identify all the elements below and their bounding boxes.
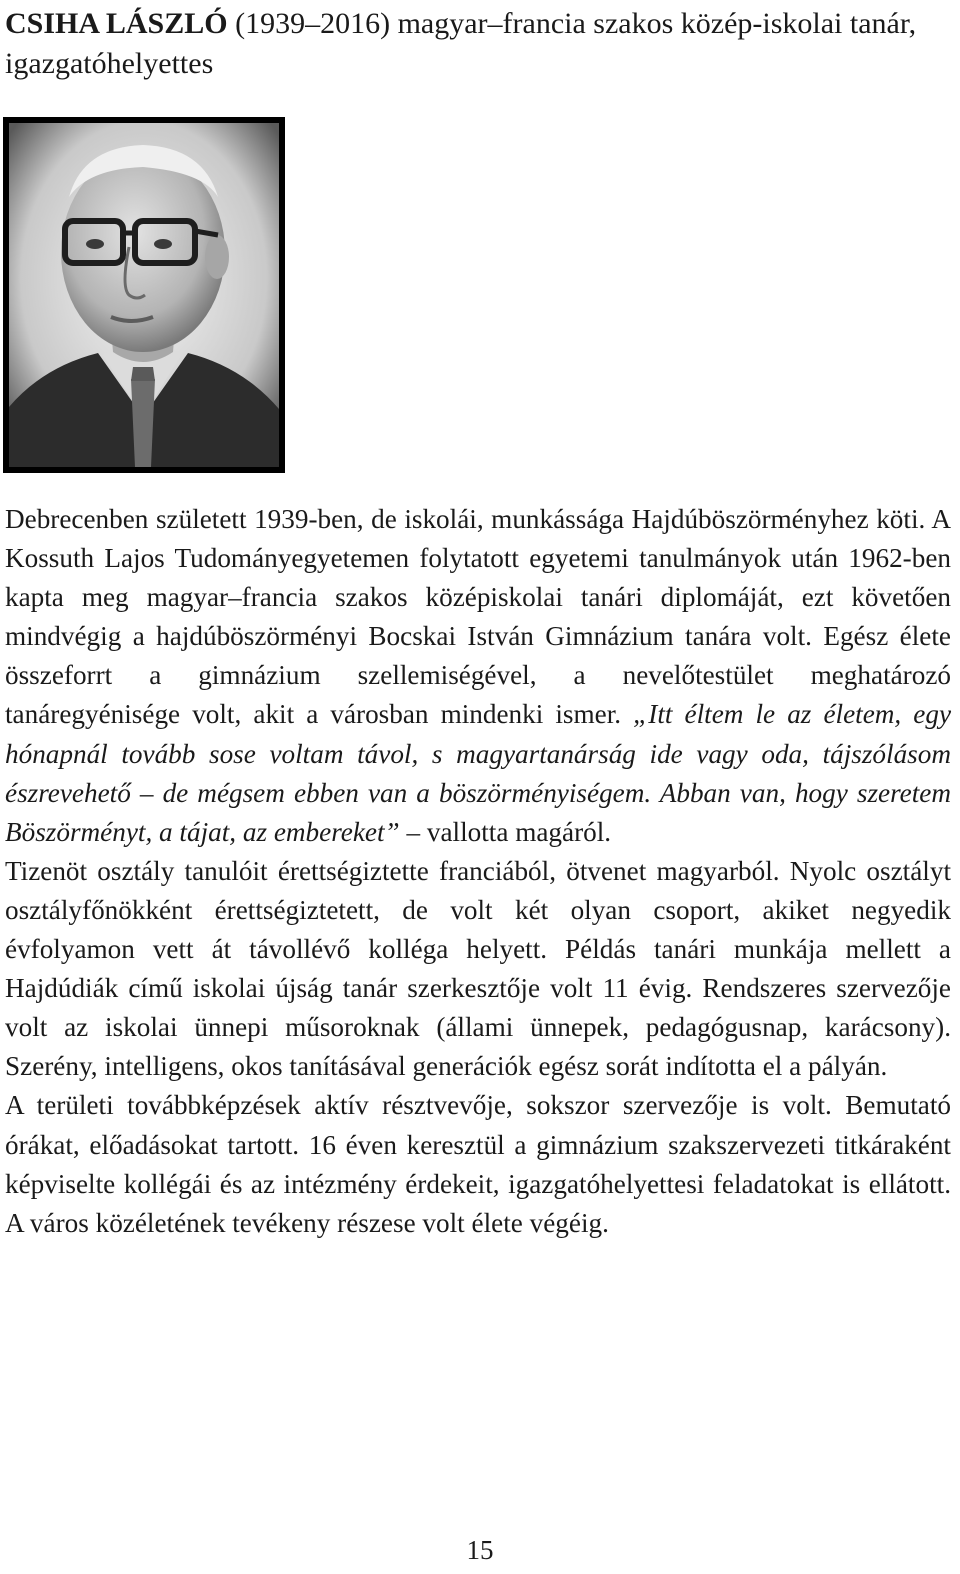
- biography-text: [5, 500, 951, 1243]
- quotation: „Itt éltem le az életem, egy hónapnál tovább sose voltam távol, s magyartanárság ide vagy oda, tájszólásom észrevehető – de mégsem ebben van a böszörményiségem. Abban van, hogy szeretem Böszörményt, a tájat, az embereket”: [5, 699, 952, 847]
- paragraph-1-intro: Debrecenben született 1939-ben, de iskolái, munkássága Hajdúböszörményhez köti. A Kossuth Lajos Tudományegyetemen folytatott egyetemi tanulmányok után 1962-ben kapta meg magyar–francia szakos középiskolai tanári diplomáját, ezt követően mindvégig a hajdúböszörményi Bocskai István Gimnázium tanára volt. Egész élete összeforrt a gimnázium szellemiségével, a nevelőtestület meghatározó tanáregyénisége volt, akit a városban mindenki ismer.: [5, 504, 951, 730]
- quotation-attribution: – vallotta magáról.: [399, 816, 612, 847]
- portrait-image: [3, 117, 285, 473]
- subject-description: (1939–2016) magyar–francia szakos közép-iskolai tanár, igazgatóhelyettes: [5, 7, 917, 80]
- paragraph-2: Tizenöt osztály tanulóit érettségiztette franciából, ötvenet magyarból. Nyolc osztályt osztályfőnökként érettségiztetett, de volt két olyan csoport, akiket negyedik évfolyamon vett át távollévő kolléga helyett. Példás tanári munkája mellett a Hajdúdiák című iskolai újság tanár szerkesztője volt 11 évig. Rendszeres szervezője volt az iskolai ünnepi műsoroknak (állami ünnepek, pedagógusnap, karácsony). Szerény, intelligens, okos tanításával generációk egész sorát indította el a pályán.: [5, 855, 951, 1082]
- page-number: 15: [466, 1535, 494, 1565]
- paragraph-3: A területi továbbképzések aktív résztvevője, sokszor szervezője is volt. Bemutató órákat, előadásokat tartott. 16 éven keresztül a gimnázium szakszervezeti titkáraként képviselte kollégái és az intézmény érdekeit, igazgatóhelyettesi feladatokat is ellátott. A város közéletének tevékeny részese volt élete végéig.: [5, 1090, 951, 1238]
- paragraph-1: [5, 500, 951, 852]
- page-title: [5, 4, 955, 84]
- subject-name: CSIHA LÁSZLÓ: [5, 7, 228, 40]
- portrait-photo: [3, 117, 285, 473]
